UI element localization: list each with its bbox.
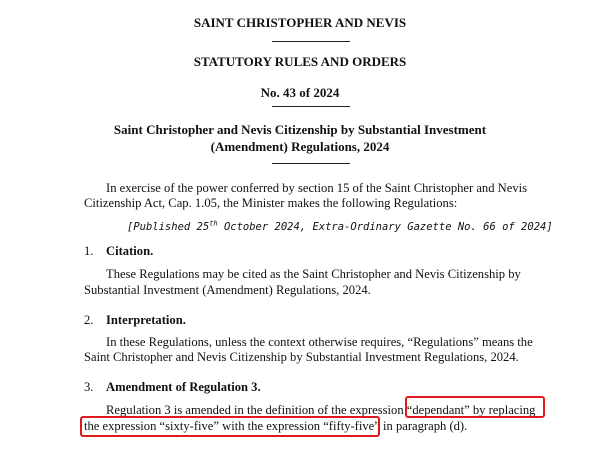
publication-note-superscript: th xyxy=(209,219,218,228)
publication-note-end: October 2024, Extra-Ordinary Gazette No. 66 of 2024] xyxy=(217,221,553,233)
section-number: 3. xyxy=(84,380,94,394)
highlight-box-age-change xyxy=(80,416,380,437)
amendment-line2: the expression “sixty-five” with the expression “fifty-five” in paragraph (d). xyxy=(84,419,468,433)
divider-rule xyxy=(272,106,350,107)
divider-rule xyxy=(272,163,350,164)
citation-line2: Substantial Investment (Amendment) Regulations, 2024. xyxy=(84,283,371,297)
divider-rule xyxy=(272,41,350,42)
interpretation-line1: In these Regulations, unless the context otherwise requires, “Regulations” means the xyxy=(106,335,533,349)
section-title-amendment: Amendment of Regulation 3. xyxy=(106,380,261,394)
regulation-title-line2: (Amendment) Regulations, 2024 xyxy=(210,139,390,154)
preamble-line1: In exercise of the power conferred by section 15 of the Saint Christopher and Nevis xyxy=(106,181,528,195)
citation-line1: These Regulations may be cited as the Saint Christopher and Nevis Citizenship by xyxy=(106,267,521,281)
section-title-citation: Citation. xyxy=(106,244,154,258)
country-heading: SAINT CHRISTOPHER AND NEVIS xyxy=(193,15,407,30)
order-number: No. 43 of 2024 xyxy=(260,85,340,100)
series-heading: STATUTORY RULES AND ORDERS xyxy=(193,54,407,69)
publication-note xyxy=(127,221,553,233)
section-title-interpretation: Interpretation. xyxy=(106,313,186,327)
section-number: 2. xyxy=(84,313,94,327)
publication-note-start: [Published 25 xyxy=(127,221,210,233)
section-number: 1. xyxy=(84,244,94,258)
amendment-line1: Regulation 3 is amended in the definition of the expression “dependant” by replacing xyxy=(106,403,536,417)
interpretation-line2: Saint Christopher and Nevis Citizenship by Substantial Investment Regulations, 2024. xyxy=(84,350,519,364)
preamble-line2: Citizenship Act, Cap. 1.05, the Minister makes the following Regulations: xyxy=(84,196,458,210)
regulation-title-line1: Saint Christopher and Nevis Citizenship by Substantial Investment xyxy=(113,122,487,137)
highlight-box-dependant xyxy=(405,396,545,418)
